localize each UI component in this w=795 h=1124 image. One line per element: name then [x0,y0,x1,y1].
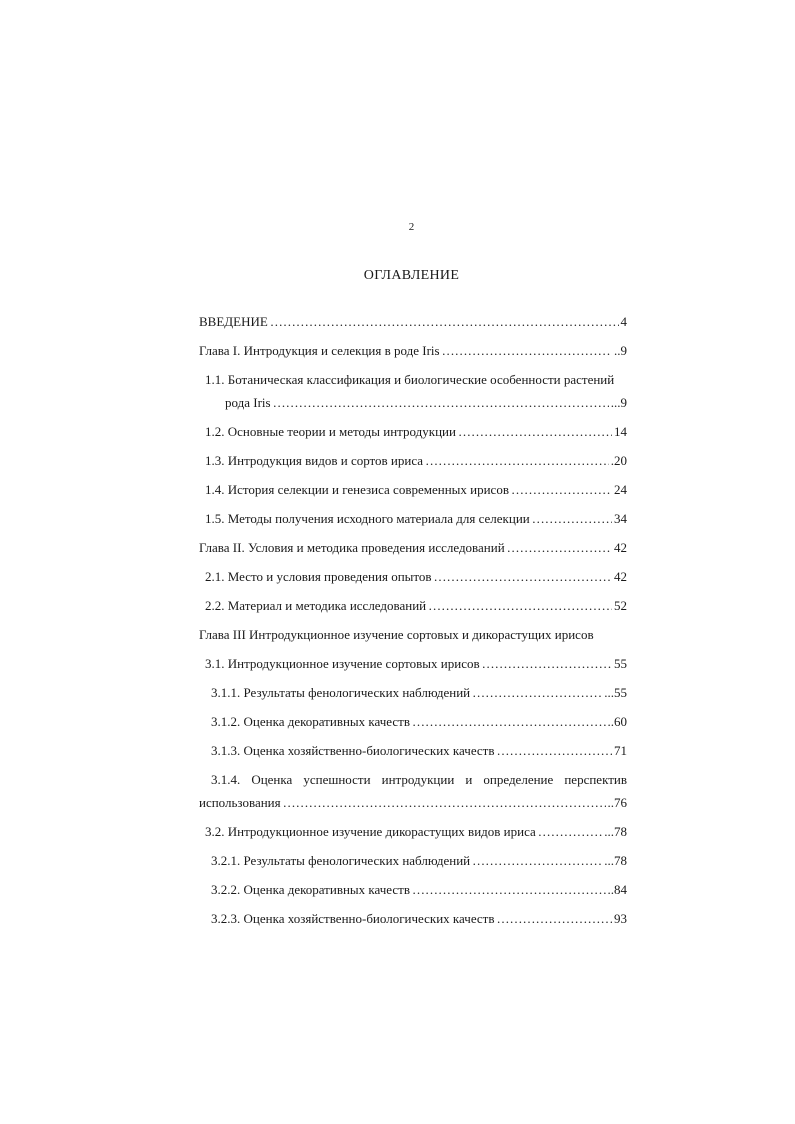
leader-dots [283,794,606,812]
page-number: 2 [408,221,415,233]
toc-entry-text: 3.2.3. Оценка хозяйственно-биологических качеств [211,911,495,926]
toc-entry-text: 2.1. Место и условия проведения опытов [205,569,432,584]
toc-entry-page: 71 [614,743,627,758]
toc-entry-1-1-line2[interactable] [225,394,627,412]
toc-entry-2-1[interactable] [205,568,627,586]
toc-entry-page: 42 [614,540,627,555]
toc-entry-text: 1.1. Ботаническая классификация и биологические особенности растений [205,372,615,387]
toc-entry-text: 3.1. Интродукционное изучение сортовых ирисов [205,656,480,671]
toc-entry-1-3[interactable] [205,452,627,470]
toc-entry-1-4[interactable] [205,481,627,499]
leader-dots [472,684,602,702]
toc-entry-3-2-1[interactable] [211,852,627,870]
leader-dots [412,713,606,731]
toc-entry-page: 93 [614,911,627,926]
toc-entry-page: ...78 [604,824,627,839]
toc-entry-text: 3.1.3. Оценка хозяйственно-биологических качеств [211,743,495,758]
toc-entry-1-5[interactable] [205,510,627,528]
toc-entry-3-1-4-line2[interactable] [199,794,627,812]
toc-entry-page: ..60 [607,714,627,729]
toc-entry-text: 3.1.1. Результаты фенологических наблюдений [211,685,471,700]
toc-entry-2-2[interactable] [205,597,627,615]
toc-entry-text: 3.2. Интродукционное изучение дикорастущих видов ириса [205,824,536,839]
leader-dots [497,742,612,760]
toc-word: интродукции [381,772,455,787]
toc-entry-3-1[interactable] [205,655,627,673]
toc-entry-page: 14 [614,424,627,439]
toc-entry-page: ...9 [610,395,627,410]
toc-entry-3-1-3[interactable] [211,742,627,760]
toc-entry-page: ...78 [604,853,627,868]
toc-entry-3-2[interactable] [205,823,627,841]
leader-dots [538,823,602,841]
toc-entry-text: 1.3. Интродукция видов и сортов ириса [205,453,424,468]
toc-entry-page: .20 [610,453,627,468]
toc-entry-text: 1.2. Основные теории и методы интродукции [205,424,456,439]
leader-dots [434,568,612,586]
leader-dots [425,452,609,470]
toc-title: ОГЛАВЛЕНИЕ [363,268,460,283]
toc-entry-text: 3.1.2. Оценка декоративных качеств [211,714,410,729]
toc-entry-3-2-3[interactable] [211,910,627,928]
toc-entry-3-2-2[interactable] [211,881,627,899]
toc-entry-page: 4 [620,314,627,329]
toc-word: 3.1.4. [211,772,241,787]
toc-entry-page: ..84 [607,882,627,897]
toc-entry-chapter-3[interactable] [199,626,627,644]
leader-dots [497,910,612,928]
leader-dots [482,655,612,673]
toc-entry-page: 52 [614,598,627,613]
toc-entry-3-1-2[interactable] [211,713,627,731]
leader-dots [412,881,606,899]
toc-entry-3-1-1[interactable] [211,684,627,702]
toc-entry-text: Глава I. Интродукция и селекция в роде Iris [199,343,440,358]
leader-dots [442,342,612,360]
toc-entry-1-1-line1[interactable] [205,371,627,389]
toc-entry-text: 1.5. Методы получения исходного материала для селекции [205,511,530,526]
toc-entry-page: 55 [614,656,627,671]
toc-word: успешности [303,772,371,787]
toc-word: Оценка [251,772,293,787]
leader-dots [428,597,612,615]
toc-entry-text: ВВЕДЕНИЕ [199,314,268,329]
toc-entry-introduction[interactable] [199,313,627,331]
toc-entry-page: 24 [614,482,627,497]
toc-word: определение [483,772,554,787]
toc-entry-text: 1.4. История селекции и генезиса современных ирисов [205,482,509,497]
toc-entry-page: ..76 [607,795,627,810]
leader-dots [472,852,602,870]
toc-entry-page: 42 [614,569,627,584]
leader-dots [458,423,612,441]
toc-entry-3-1-4-line1[interactable] [211,771,627,789]
toc-entry-page: 34 [614,511,627,526]
toc-entry-text: 2.2. Материал и методика исследований [205,598,427,613]
toc-word: и [465,772,473,787]
leader-dots [511,481,612,499]
toc-word: перспектив [564,772,627,787]
toc-entry-text: Глава III Интродукционное изучение сортовых и дикорастущих ирисов [199,627,594,642]
toc-entry-1-2[interactable] [205,423,627,441]
toc-entry-chapter-2[interactable] [199,539,627,557]
toc-entry-text: использования [199,795,281,810]
toc-entry-page: ..9 [614,343,627,358]
leader-dots [270,313,619,331]
toc-entry-text: 3.2.2. Оценка декоративных качеств [211,882,410,897]
toc-entry-text: рода Iris [225,395,271,410]
toc-entry-text: Глава II. Условия и методика проведения исследований [199,540,505,555]
leader-dots [273,394,609,412]
toc-entry-page: ...55 [604,685,627,700]
leader-dots [507,539,612,557]
toc-entry-chapter-1[interactable] [199,342,627,360]
leader-dots [532,510,612,528]
toc-entry-text: 3.2.1. Результаты фенологических наблюдений [211,853,471,868]
